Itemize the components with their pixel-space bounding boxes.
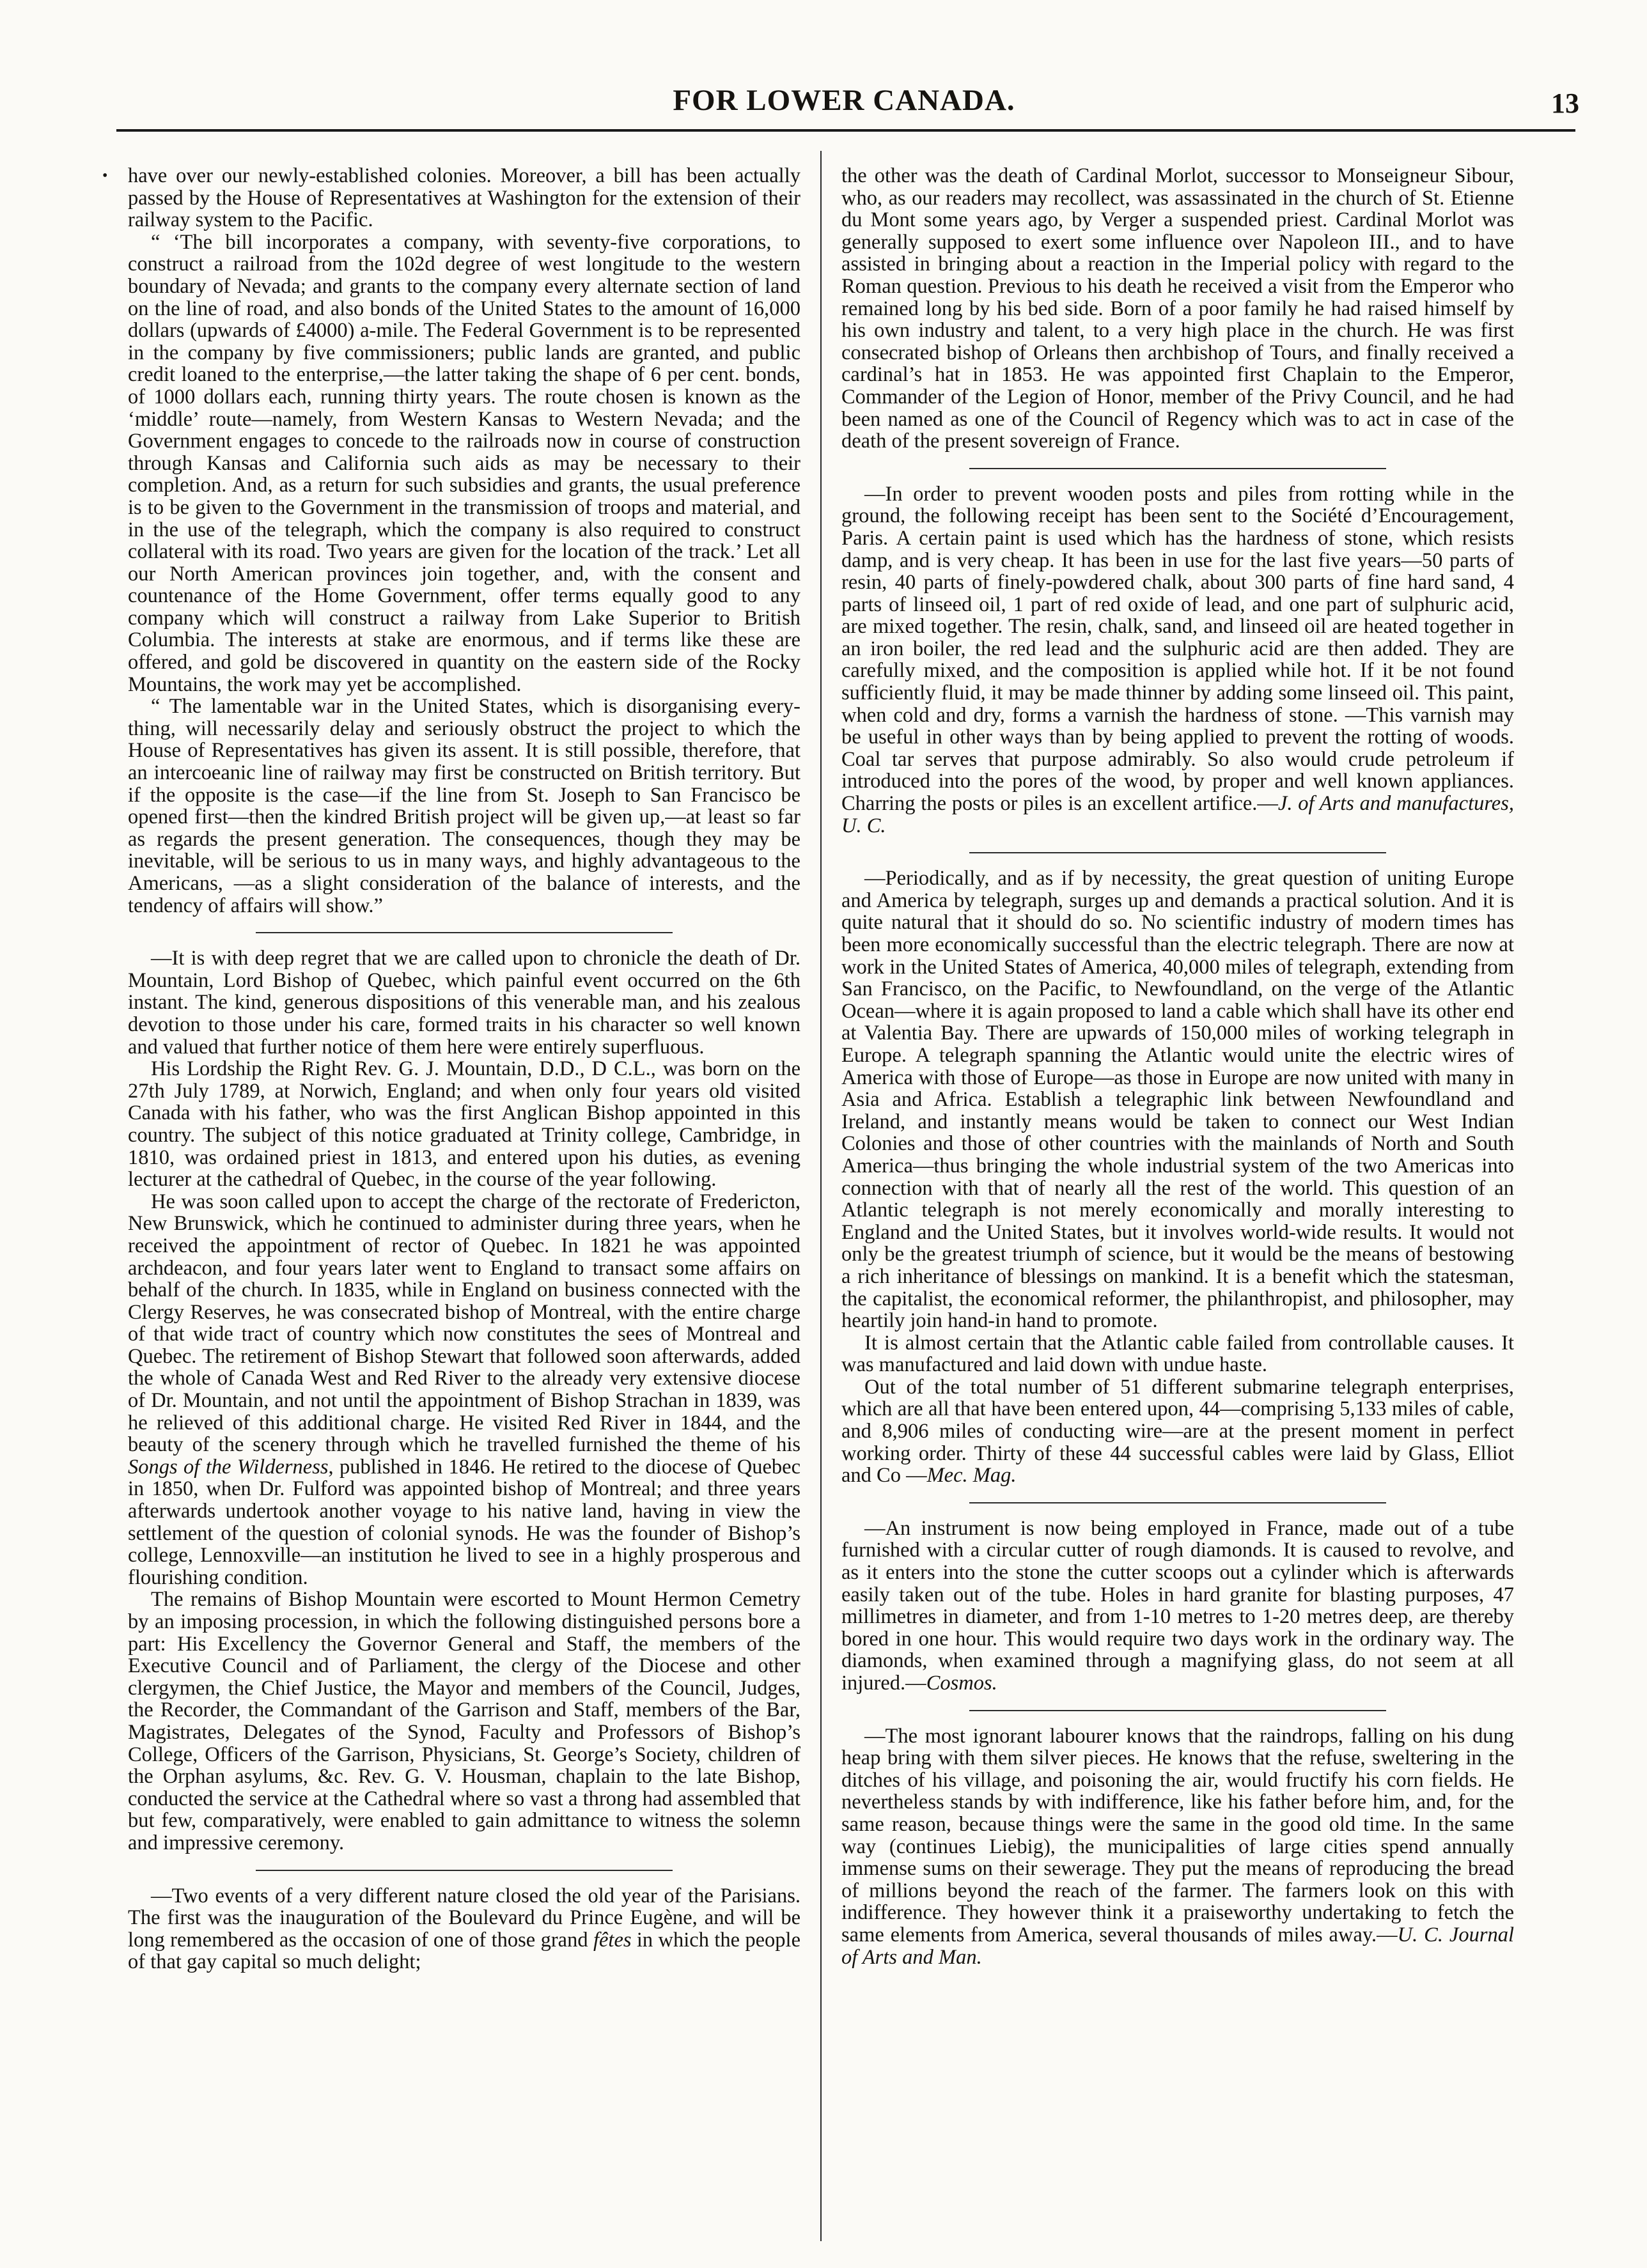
text-run: —Two events of a very different nature closed the old year of the Parisians. The first was the inauguration of the Boulevard du Prince Eugène, and will be long remembered as the occasion of one of those grand [128, 1884, 800, 1952]
paragraph [841, 1376, 1514, 1487]
text-run: in which the people of that gay capital so much delight; [128, 1928, 801, 1974]
page-header [109, 75, 1579, 127]
article-separator [256, 932, 673, 933]
margin-dot: • [102, 167, 108, 184]
text-run: Out of the total number of 51 different submarine telegraph enterprises, which are all that have been entered upon, 44—comprising 5,133 miles of cable, and 8,906 miles of conducting wire—are at the present moment in perfect working order. Thirty of these 44 successful cables were laid by Glass, Elliot and Co — [841, 1375, 1514, 1487]
source-citation: Mec. Mag. [926, 1464, 1017, 1487]
article-cardinal-morlot [841, 165, 1514, 453]
paragraph [128, 1885, 800, 1973]
paragraph: “ The lamentable war in the United States, which is disorganising every-thing, will necessarily delay and seriously obstruct the project to which the House of Representatives has given its assent. It is still possible, therefore, that an intercoeanic line of railway may first be constructed on British territory. But if the opposite is the case—if the line from St. Joseph to San Francisco be opened first—then the kindred British project will be given up,—at least so far as regards the present generation. The consequences, though they may be inevitable, will be serious to us in many ways, and highly advantageous to the Americans, —as a slight consideration of the balance of interests, and the tendency of affairs will show.” [128, 695, 800, 917]
source-citation: J. of Arts and manufactures, U. C. [841, 792, 1514, 837]
article-atlantic-telegraph [841, 867, 1514, 1487]
text-run: , published in 1846. He retired to the diocese of Quebec in 1850, when Dr. Fulford was appointed bishop of Montreal; and three years afterwards undertook another voyage to his native land, having in view the settlement of the question of colonial synods. He was the founder of Bishop’s college, Lennoxville—an institution he lived to see in a highly prosperous and flourishing condition. [128, 1455, 801, 1589]
paragraph: —Periodically, and as if by necessity, the great question of uniting Europe and America by telegraph, surges up and demands a practical solution. And it is quite natural that it should do so. No scientific industry of modern times has been more economically successful than the electric telegraph. There are now at work in the United States of America, 40,000 miles of telegraph, extending from San Francisco, on the Pacific, to Newfoundland, on the verge of the Atlantic Ocean—where it is again proposed to land a cable which shall have its other end at Valentia Bay. There are upwards of 150,000 miles of working telegraph in Europe. A telegraph spanning the Atlantic would unite the electric wires of America with those of Europe—as those in Europe are now united with many in Asia and Africa. Establish a telegraphic link between Newfoundland and Ireland, and instantly means would be taken to connect our West Indian Colonies and those of other countries with the mainlands of North and South America—thus bringing the whole industrial system of the two Americas into connection with that of nearly all the rest of the world. This question of an Atlantic telegraph is not merely economically and morally interesting to England and the United States, but it involves world-wide results. It would not only be the greatest triumph of science, but it would be the means of bestowing a rich inheritance of blessings on mankind. It is a benefit which the statesman, the capitalist, the economical reformer, the philanthropist, and philosopher, may heartily join hand-in hand to promote. [841, 867, 1514, 1333]
page-number: 13 [1551, 88, 1579, 119]
article-separator [969, 1502, 1386, 1503]
paragraph [128, 1191, 800, 1589]
paragraph [841, 1725, 1514, 1969]
article-paris-events [128, 1885, 800, 1973]
right-column [841, 165, 1514, 1968]
article-separator [256, 1870, 673, 1871]
italic-word: fêtes [593, 1928, 632, 1952]
article-separator [969, 852, 1386, 853]
text-run: He was soon called upon to accept the charge of the rectorate of Fredericton, New Brunswick, which he continued to administer during three years, when he received the appointment of rector of Quebec. In 1821 he was appointed archdeacon, and four years later went to England to transact some affairs on behalf of the church. In 1835, while in England on business connected with the Clergy Reserves, he was consecrated bishop of Montreal, with the entire charge of that wide tract of country which now constitutes the sees of Montreal and Quebec. The retirement of Bishop Stewart that followed soon afterwards, added the whole of Canada West and Red River to the already very extensive diocese of Dr. Mountain, and not until the appointment of Bishop Strachan in 1839, was he relieved of this additional charge. He visited Red River in 1844, and the beauty of the scenery through which he travelled furnished the theme of his [128, 1190, 800, 1457]
paragraph: have over our newly-established colonies. Moreover, a bill has been actually passed by the House of Representatives at Washington for the extension of their railway system to the Pacific. [128, 164, 800, 232]
source-citation: Cosmos. [926, 1672, 997, 1695]
source-citation: U. C. Journal of Arts and Man. [841, 1923, 1514, 1969]
paragraph [841, 1518, 1514, 1695]
header-rule [116, 129, 1575, 132]
text-run: —The most ignorant labourer knows that the raindrops, falling on his dung heap bring with them silver pieces. He knows that the refuse, sweltering in the ditches of his village, and poisoning the air, would fructify his corn fields. He nevertheless stands by with indifference, like his father before him, and, for the same reason, because things were the same in the good old time. In the same way (continues Liebig), the municipalities of large cities spend annually immense sums on their sewerage. They put the means of reproducing the bread of millions beyond the reach of the farmer. The farmers look on this with indifference. They however think it a praiseworthy undertaking to fetch the same elements from America, several thousands of miles away.— [841, 1724, 1514, 1946]
article-wood-preservation [841, 483, 1514, 837]
paragraph: the other was the death of Cardinal Morlot, successor to Monseigneur Sibour, who, as our readers may recollect, was assassinated in the church of St. Etienne du Mont some years ago, by Verger a suspended priest. Cardinal Morlot was generally supposed to exert some influence over Napoleon III., and to have assisted in bringing about a reaction in the Imperial policy with regard to the Roman question. Previous to his death he received a visit from the Emperor who remained long by his bed side. Born of a poor family he had raised himself by his own industry and talent, to a very high place in the church. He was first consecrated bishop of Orleans then archbishop of Tours, and finally received a cardinal’s hat in 1853. He was appointed first Chaplain to the Emperor, Commander of the Legion of Honor, member of the Privy Council, and he had been named as one of the Council of Regency which was to act in case of the death of the present sovereign of France. [841, 164, 1514, 453]
article-bishop-mountain [128, 947, 800, 1854]
paragraph: It is almost certain that the Atlantic cable failed from controllable causes. It was manufactured and laid down with undue haste. [841, 1331, 1514, 1377]
paragraph [841, 483, 1514, 837]
paragraph: —It is with deep regret that we are called upon to chronicle the death of Dr. Mountain, Lord Bishop of Quebec, which painful event occurred on the 6th instant. The kind, generous dispositions of this venerable man, and his zealous devotion to those under his care, formed traits in his character so well known and valued that further notice of them here were entirely superfluous. [128, 947, 800, 1059]
article-separator [969, 468, 1386, 469]
running-title: FOR LOWER CANADA. [673, 84, 1015, 117]
left-column [128, 165, 800, 1973]
paragraph: The remains of Bishop Mountain were escorted to Mount Hermon Cemetry by an imposing procession, in which the following distinguished persons bore a part: His Excellency the Governor General and Staff, the members of the Executive Council and of Parliament, the clergy of the Diocese and other clergymen, the Chief Justice, the Mayor and members of the Council, Judges, the Recorder, the Commandant of the Garrison and Staff, members of the Bar, Magistrates, Delegates of the Synod, Faculty and Professors of Bishop’s College, Officers of the Garrison, Physicians, St. George’s Society, children of the Orphan asylums, &c. Rev. G. V. Housman, chaplain to the late Bishop, conducted the service at the Cathedral where so vast a throng had assembled that but few, comparatively, were enabled to gain admittance to witness the solemn and impressive ceremony. [128, 1588, 800, 1854]
article-separator [969, 1710, 1386, 1711]
book-title: Songs of the Wilderness [128, 1455, 329, 1479]
article-sewerage [841, 1725, 1514, 1969]
article-diamond-drill [841, 1518, 1514, 1695]
text-run: —An instrument is now being employed in France, made out of a tube furnished with a circular cutter of rough diamonds. It is caused to revolve, and as it enters into the stone the cutter scoops out a cylinder which is afterwards easily taken out of the tube. Holes in hard granite for blasting purposes, 47 millimetres in diameter, and from 1-10 metres to 1-20 metres deep, are thereby bored in one hour. This would require two days work in the ordinary way. The diamonds, when examined through a magnifying glass, do not seem at all injured.— [841, 1516, 1514, 1695]
paragraph: “ ‘The bill incorporates a company, with seventy-five corporations, to construct a railroad from the 102d degree of west longitude to the western boundary of Nevada; and grants to the company every alternate section of land on the line of road, and also bonds of the United States to the amount of 16,000 dollars (upwards of £4000) a-mile. The Federal Government is to be represented in the company by five commissioners; public lands are granted, and public credit loaned to the enterprise,—the latter taking the shape of 6 per cent. bonds, of 1000 dollars each, running thirty years. The route chosen is known as the ‘middle’ route—namely, from Western Kansas to Western Nevada; and the Government engages to concede to the railroads now in course of construction through Kansas and California such aids as may be necessary to their completion. And, as a return for such subsidies and grants, the usual preference is to be given to the Government in the transmission of troops and material, and in the use of the telegraph, which the company is also required to construct collateral with its road. Two years are given for the location of the track.’ Let all our North American provinces join together, and, with the consent and countenance of the Home Government, offer terms equally good to any company which will construct a railway from Lake Superior to British Columbia. The interests at stake are enormous, and if terms like these are offered, and gold be discovered in quantity on the eastern side of the Rocky Mountains, the work may yet be accomplished. [128, 230, 800, 696]
paragraph: His Lordship the Right Rev. G. J. Mountain, D.D., D C.L., was born on the 27th July 1789, at Norwich, England; and when only four years old visited Canada with his father, who was the first Anglican Bishop appointed in this country. The subject of this notice graduated at Trinity college, Cambridge, in 1810, was ordained priest in 1813, and entered upon his duties, as evening lecturer at the cathedral of Quebec, in the course of the year following. [128, 1057, 800, 1192]
article-pacific-railway [128, 165, 800, 917]
column-divider [820, 151, 822, 2241]
text-run: —In order to prevent wooden posts and piles from rotting while in the ground, the following receipt has been sent to the Société d’Encouragement, Paris. A certain paint is used which has the hardness of stone, which resists damp, and is very cheap. It has been in use for the last five years—50 parts of resin, 40 parts of finely-powdered chalk, about 300 parts of fine hard sand, 4 parts of linseed oil, 1 part of red oxide of lead, and one part of sulphuric acid, are mixed together. The resin, chalk, sand, and linseed oil are heated together in an iron boiler, the red lead and the sulphuric acid are then added. They are carefully mixed, and the composition is applied while hot. If it be not found sufficiently fluid, it may be made thinner by adding some linseed oil. This paint, when cold and dry, forms a varnish the hardness of stone. —This varnish may be useful in other ways than by being applied to prevent the rotting of woods. Coal tar serves that purpose admirably. So also would crude petroleum if introduced into the pores of the wood, by proper and well known appliances. Charring the posts or piles is an excellent artifice.— [841, 482, 1514, 816]
